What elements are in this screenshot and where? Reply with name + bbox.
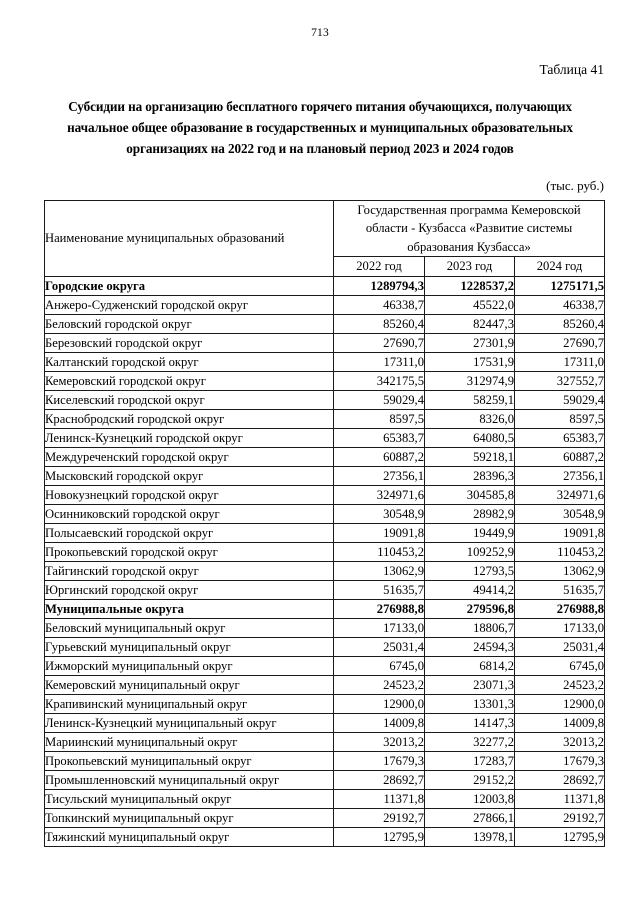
- cell-value-2023-год: 32277,2: [425, 733, 515, 752]
- cell-value-2022-год: 60887,2: [334, 448, 425, 467]
- cell-value-2024-год: 8597,5: [515, 410, 605, 429]
- cell-value-2022-год: 13062,9: [334, 562, 425, 581]
- cell-value-2023-год: 12003,8: [425, 790, 515, 809]
- cell-value-2022-год: 25031,4: [334, 638, 425, 657]
- cell-municipality-name: Беловский муниципальный округ: [45, 619, 334, 638]
- page-title: [52, 96, 588, 159]
- cell-value-2023-год: 27301,9: [425, 334, 515, 353]
- cell-municipality-name: Крапивинский муниципальный округ: [45, 695, 334, 714]
- cell-value-2024-год: 1275171,5: [515, 277, 605, 296]
- cell-value-2023-год: 29152,2: [425, 771, 515, 790]
- cell-value-2023-год: 8326,0: [425, 410, 515, 429]
- page-number: 713: [311, 27, 329, 39]
- cell-municipality-name: Городские округа: [45, 277, 334, 296]
- table-row: [45, 828, 605, 847]
- cell-value-2022-год: 17311,0: [334, 353, 425, 372]
- cell-value-2022-год: 14009,8: [334, 714, 425, 733]
- cell-municipality-name: Прокопьевский городской округ: [45, 543, 334, 562]
- cell-value-2023-год: 49414,2: [425, 581, 515, 600]
- cell-value-2023-год: 1228537,2: [425, 277, 515, 296]
- cell-value-2024-год: 110453,2: [515, 543, 605, 562]
- table-row: [45, 657, 605, 676]
- cell-municipality-name: Краснобродский городской округ: [45, 410, 334, 429]
- cell-value-2024-год: 17311,0: [515, 353, 605, 372]
- cell-value-2022-год: 59029,4: [334, 391, 425, 410]
- table-row: [45, 410, 605, 429]
- cell-value-2023-год: 12793,5: [425, 562, 515, 581]
- table-row: [45, 809, 605, 828]
- cell-municipality-name: Ленинск-Кузнецкий муниципальный округ: [45, 714, 334, 733]
- table-row: [45, 372, 605, 391]
- cell-value-2024-год: 32013,2: [515, 733, 605, 752]
- program-line-1: Государственная программа Кемеровской: [357, 203, 581, 217]
- cell-value-2024-год: 28692,7: [515, 771, 605, 790]
- table-header-row-top: [45, 201, 605, 257]
- cell-value-2024-год: 27356,1: [515, 467, 605, 486]
- cell-municipality-name: Ижморский муниципальный округ: [45, 657, 334, 676]
- cell-value-2024-год: 30548,9: [515, 505, 605, 524]
- table-row: [45, 752, 605, 771]
- cell-value-2022-год: 85260,4: [334, 315, 425, 334]
- cell-municipality-name: Междуреченский городской округ: [45, 448, 334, 467]
- cell-municipality-name: Осинниковский городской округ: [45, 505, 334, 524]
- table-body: [45, 277, 605, 847]
- cell-municipality-name: Гурьевский муниципальный округ: [45, 638, 334, 657]
- cell-municipality-name: Новокузнецкий городской округ: [45, 486, 334, 505]
- cell-municipality-name: Кемеровский городской округ: [45, 372, 334, 391]
- table-header: [45, 201, 605, 277]
- cell-value-2023-год: 28396,3: [425, 467, 515, 486]
- cell-value-2024-год: 276988,8: [515, 600, 605, 619]
- cell-value-2022-год: 17133,0: [334, 619, 425, 638]
- header-cell-program: [334, 201, 605, 257]
- cell-value-2022-год: 12900,0: [334, 695, 425, 714]
- cell-value-2024-год: 17133,0: [515, 619, 605, 638]
- cell-value-2022-год: 110453,2: [334, 543, 425, 562]
- cell-municipality-name: Мысковский городской округ: [45, 467, 334, 486]
- cell-value-2022-год: 29192,7: [334, 809, 425, 828]
- table-row: [45, 790, 605, 809]
- cell-value-2024-год: 60887,2: [515, 448, 605, 467]
- cell-municipality-name: Березовский городской округ: [45, 334, 334, 353]
- cell-value-2022-год: 27690,7: [334, 334, 425, 353]
- table-section-row: [45, 277, 605, 296]
- table-row: [45, 334, 605, 353]
- table-row: [45, 619, 605, 638]
- cell-value-2023-год: 64080,5: [425, 429, 515, 448]
- cell-value-2024-год: 25031,4: [515, 638, 605, 657]
- table-row: [45, 353, 605, 372]
- cell-value-2023-год: 17531,9: [425, 353, 515, 372]
- cell-municipality-name: Тисульский муниципальный округ: [45, 790, 334, 809]
- page-title-line-2: начальное общее образование в государственных и муниципальных образовательных: [67, 120, 573, 135]
- cell-value-2022-год: 276988,8: [334, 600, 425, 619]
- table-row: [45, 562, 605, 581]
- cell-municipality-name: Топкинский муниципальный округ: [45, 809, 334, 828]
- cell-value-2024-год: 11371,8: [515, 790, 605, 809]
- cell-value-2023-год: 58259,1: [425, 391, 515, 410]
- cell-value-2022-год: 30548,9: [334, 505, 425, 524]
- cell-municipality-name: Муниципальные округа: [45, 600, 334, 619]
- cell-value-2024-год: 327552,7: [515, 372, 605, 391]
- cell-municipality-name: Юргинский городской округ: [45, 581, 334, 600]
- cell-value-2022-год: 11371,8: [334, 790, 425, 809]
- cell-value-2023-год: 45522,0: [425, 296, 515, 315]
- cell-value-2024-год: 12900,0: [515, 695, 605, 714]
- program-line-3: образования Кузбасса»: [407, 239, 531, 254]
- cell-municipality-name: Анжеро-Судженский городской округ: [45, 296, 334, 315]
- cell-municipality-name: Тяжинский муниципальный округ: [45, 828, 334, 847]
- cell-value-2024-год: 6745,0: [515, 657, 605, 676]
- header-cell-municipality-name: Наименование муниципальных образований: [45, 201, 334, 277]
- cell-value-2022-год: 27356,1: [334, 467, 425, 486]
- table-section-row: [45, 600, 605, 619]
- cell-value-2023-год: 279596,8: [425, 600, 515, 619]
- table-row: [45, 448, 605, 467]
- cell-value-2023-год: 312974,9: [425, 372, 515, 391]
- cell-value-2022-год: 19091,8: [334, 524, 425, 543]
- cell-value-2024-год: 324971,6: [515, 486, 605, 505]
- cell-value-2024-год: 65383,7: [515, 429, 605, 448]
- cell-municipality-name: Промышленновский муниципальный округ: [45, 771, 334, 790]
- table-row: [45, 296, 605, 315]
- table-row: [45, 676, 605, 695]
- cell-value-2024-год: 51635,7: [515, 581, 605, 600]
- cell-value-2024-год: 14009,8: [515, 714, 605, 733]
- table-row: [45, 638, 605, 657]
- cell-municipality-name: Киселевский городской округ: [45, 391, 334, 410]
- table-row: [45, 733, 605, 752]
- subsidies-table: [44, 200, 605, 847]
- cell-value-2022-год: 24523,2: [334, 676, 425, 695]
- cell-municipality-name: Ленинск-Кузнецкий городской округ: [45, 429, 334, 448]
- cell-value-2024-год: 59029,4: [515, 391, 605, 410]
- table-row: [45, 429, 605, 448]
- table-row: [45, 505, 605, 524]
- cell-value-2023-год: 24594,3: [425, 638, 515, 657]
- cell-value-2023-год: 6814,2: [425, 657, 515, 676]
- table-row: [45, 524, 605, 543]
- units-note: (тыс. руб.): [546, 178, 604, 193]
- table-row: [45, 543, 605, 562]
- header-cell-year-2022: 2022 год: [334, 257, 425, 277]
- cell-value-2024-год: 17679,3: [515, 752, 605, 771]
- page-title-line-3: организациях на 2022 год и на плановый период 2023 и 2024 годов: [126, 141, 514, 156]
- cell-municipality-name: Полысаевский городской округ: [45, 524, 334, 543]
- cell-value-2024-год: 19091,8: [515, 524, 605, 543]
- cell-municipality-name: Калтанский городской округ: [45, 353, 334, 372]
- cell-value-2023-год: 13978,1: [425, 828, 515, 847]
- cell-value-2022-год: 342175,5: [334, 372, 425, 391]
- header-cell-year-2024: 2024 год: [515, 257, 605, 277]
- cell-value-2024-год: 85260,4: [515, 315, 605, 334]
- table-row: [45, 695, 605, 714]
- cell-value-2023-год: 59218,1: [425, 448, 515, 467]
- cell-value-2023-год: 17283,7: [425, 752, 515, 771]
- cell-value-2023-год: 18806,7: [425, 619, 515, 638]
- cell-value-2024-год: 13062,9: [515, 562, 605, 581]
- cell-value-2023-год: 27866,1: [425, 809, 515, 828]
- cell-value-2024-год: 12795,9: [515, 828, 605, 847]
- table-row: [45, 315, 605, 334]
- cell-value-2023-год: 13301,3: [425, 695, 515, 714]
- table-row: [45, 467, 605, 486]
- cell-value-2024-год: 46338,7: [515, 296, 605, 315]
- cell-municipality-name: Тайгинский городской округ: [45, 562, 334, 581]
- cell-municipality-name: Прокопьевский муниципальный округ: [45, 752, 334, 771]
- table-row: [45, 486, 605, 505]
- table-row: [45, 771, 605, 790]
- cell-municipality-name: Мариинский муниципальный округ: [45, 733, 334, 752]
- cell-value-2023-год: 109252,9: [425, 543, 515, 562]
- cell-value-2024-год: 29192,7: [515, 809, 605, 828]
- cell-municipality-name: Кемеровский муниципальный округ: [45, 676, 334, 695]
- page-title-line-1: Субсидии на организацию бесплатного горячего питания обучающихся, получающих: [68, 99, 572, 114]
- cell-value-2022-год: 28692,7: [334, 771, 425, 790]
- cell-value-2022-год: 324971,6: [334, 486, 425, 505]
- table-label: Таблица 41: [539, 62, 604, 77]
- cell-value-2024-год: 27690,7: [515, 334, 605, 353]
- cell-value-2024-год: 24523,2: [515, 676, 605, 695]
- cell-municipality-name: Беловский городской округ: [45, 315, 334, 334]
- cell-value-2023-год: 23071,3: [425, 676, 515, 695]
- cell-value-2022-год: 6745,0: [334, 657, 425, 676]
- subsidies-table-container: [44, 200, 604, 847]
- cell-value-2022-год: 46338,7: [334, 296, 425, 315]
- program-line-2: области - Кузбасса «Развитие системы: [365, 221, 573, 236]
- cell-value-2022-год: 65383,7: [334, 429, 425, 448]
- cell-value-2023-год: 19449,9: [425, 524, 515, 543]
- cell-value-2023-год: 82447,3: [425, 315, 515, 334]
- header-cell-year-2023: 2023 год: [425, 257, 515, 277]
- cell-value-2022-год: 1289794,3: [334, 277, 425, 296]
- cell-value-2023-год: 304585,8: [425, 486, 515, 505]
- cell-value-2022-год: 8597,5: [334, 410, 425, 429]
- table-row: [45, 581, 605, 600]
- table-row: [45, 714, 605, 733]
- cell-value-2022-год: 51635,7: [334, 581, 425, 600]
- cell-value-2023-год: 14147,3: [425, 714, 515, 733]
- cell-value-2022-год: 12795,9: [334, 828, 425, 847]
- cell-value-2022-год: 32013,2: [334, 733, 425, 752]
- cell-value-2022-год: 17679,3: [334, 752, 425, 771]
- table-row: [45, 391, 605, 410]
- cell-value-2023-год: 28982,9: [425, 505, 515, 524]
